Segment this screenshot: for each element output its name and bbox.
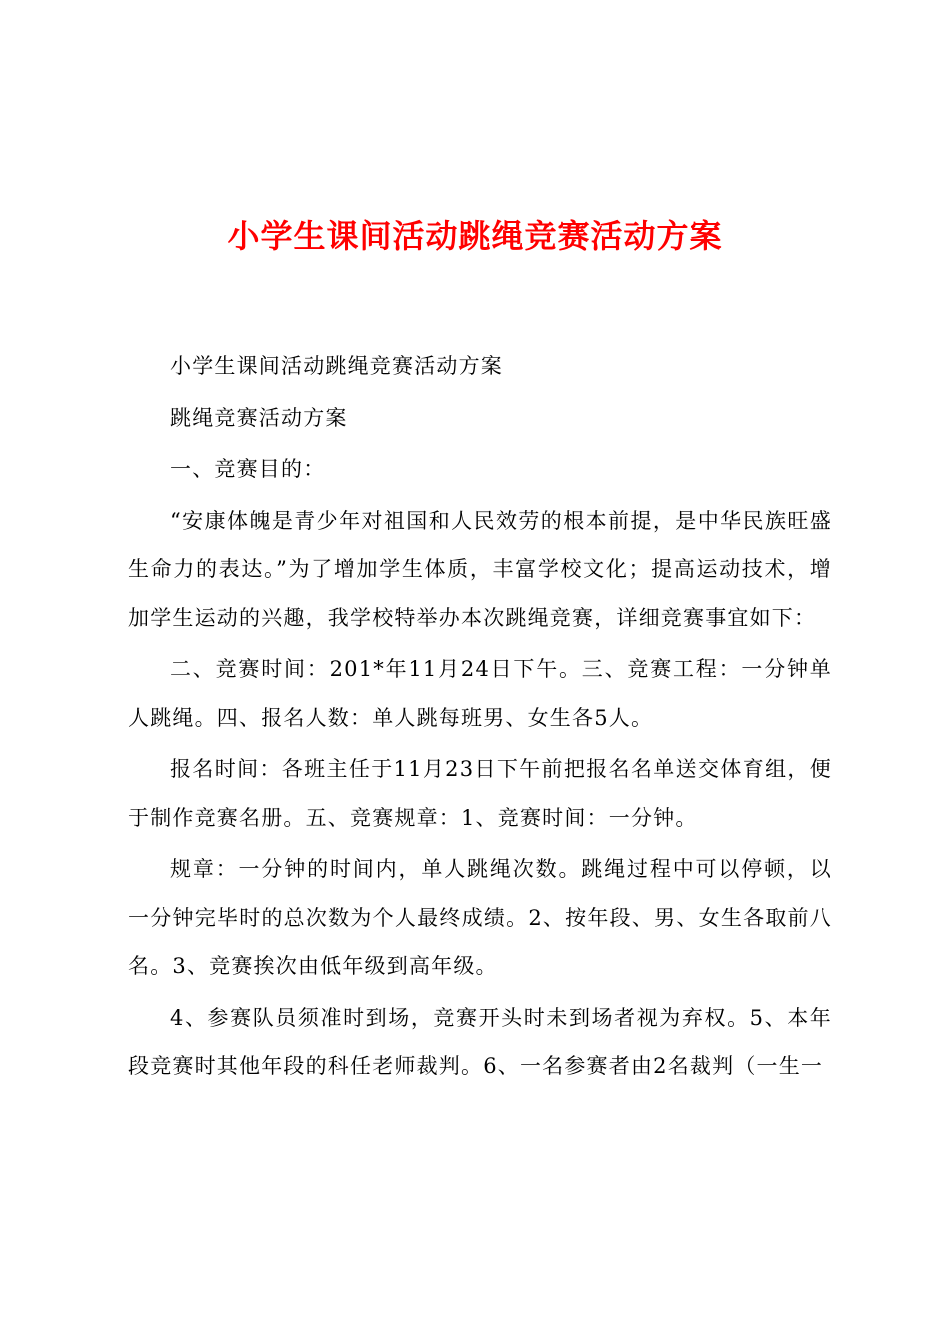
paragraph-subheading: 跳绳竞赛活动方案 — [170, 405, 348, 430]
paragraph-section-purpose: 一、竞赛目的： — [170, 457, 326, 481]
paragraph-rules: 规章：一分钟的时间内，单人跳绳次数。跳绳过程中可以停顿，以一分钟完毕时的总次数为个人最终成绩。2、按年段、男、女生各取前八名。3、竞赛挨次由低年级到高年级。 — [128, 857, 832, 978]
paragraph-time-items: 二、竞赛时间：201*年11月24日下午。三、竞赛工程：一分钟单人跳绳。四、报名人数：单人跳每班男、女生各5人。 — [128, 657, 832, 730]
document-title: 小学生课间活动跳绳竞赛活动方案 — [227, 217, 723, 255]
paragraph-attendance: 4、参赛队员须准时到场，竞赛开头时未到场者视为弃权。5、本年段竞赛时其他年段的科任老师裁判。6、一名参赛者由2名裁判（一生一 — [128, 1005, 832, 1078]
document-body — [128, 342, 832, 1094]
paragraph-purpose-text: “安康体魄是青少年对祖国和人民效劳的根本前提，是中华民族旺盛生命力的表达。”为了增加学生体质，丰富学校文化；提高运动技术，增加学生运动的兴趣，我学校特举办本次跳绳竞赛，详细竞赛事宜如下： — [128, 508, 832, 630]
paragraph-registration: 报名时间：各班主任于11月23日下午前把报名名单送交体育组，便于制作竞赛名册。五、竞赛规章：1、竞赛时间：一分钟。 — [128, 757, 832, 830]
paragraph-heading: 小学生课间活动跳绳竞赛活动方案 — [170, 354, 503, 378]
